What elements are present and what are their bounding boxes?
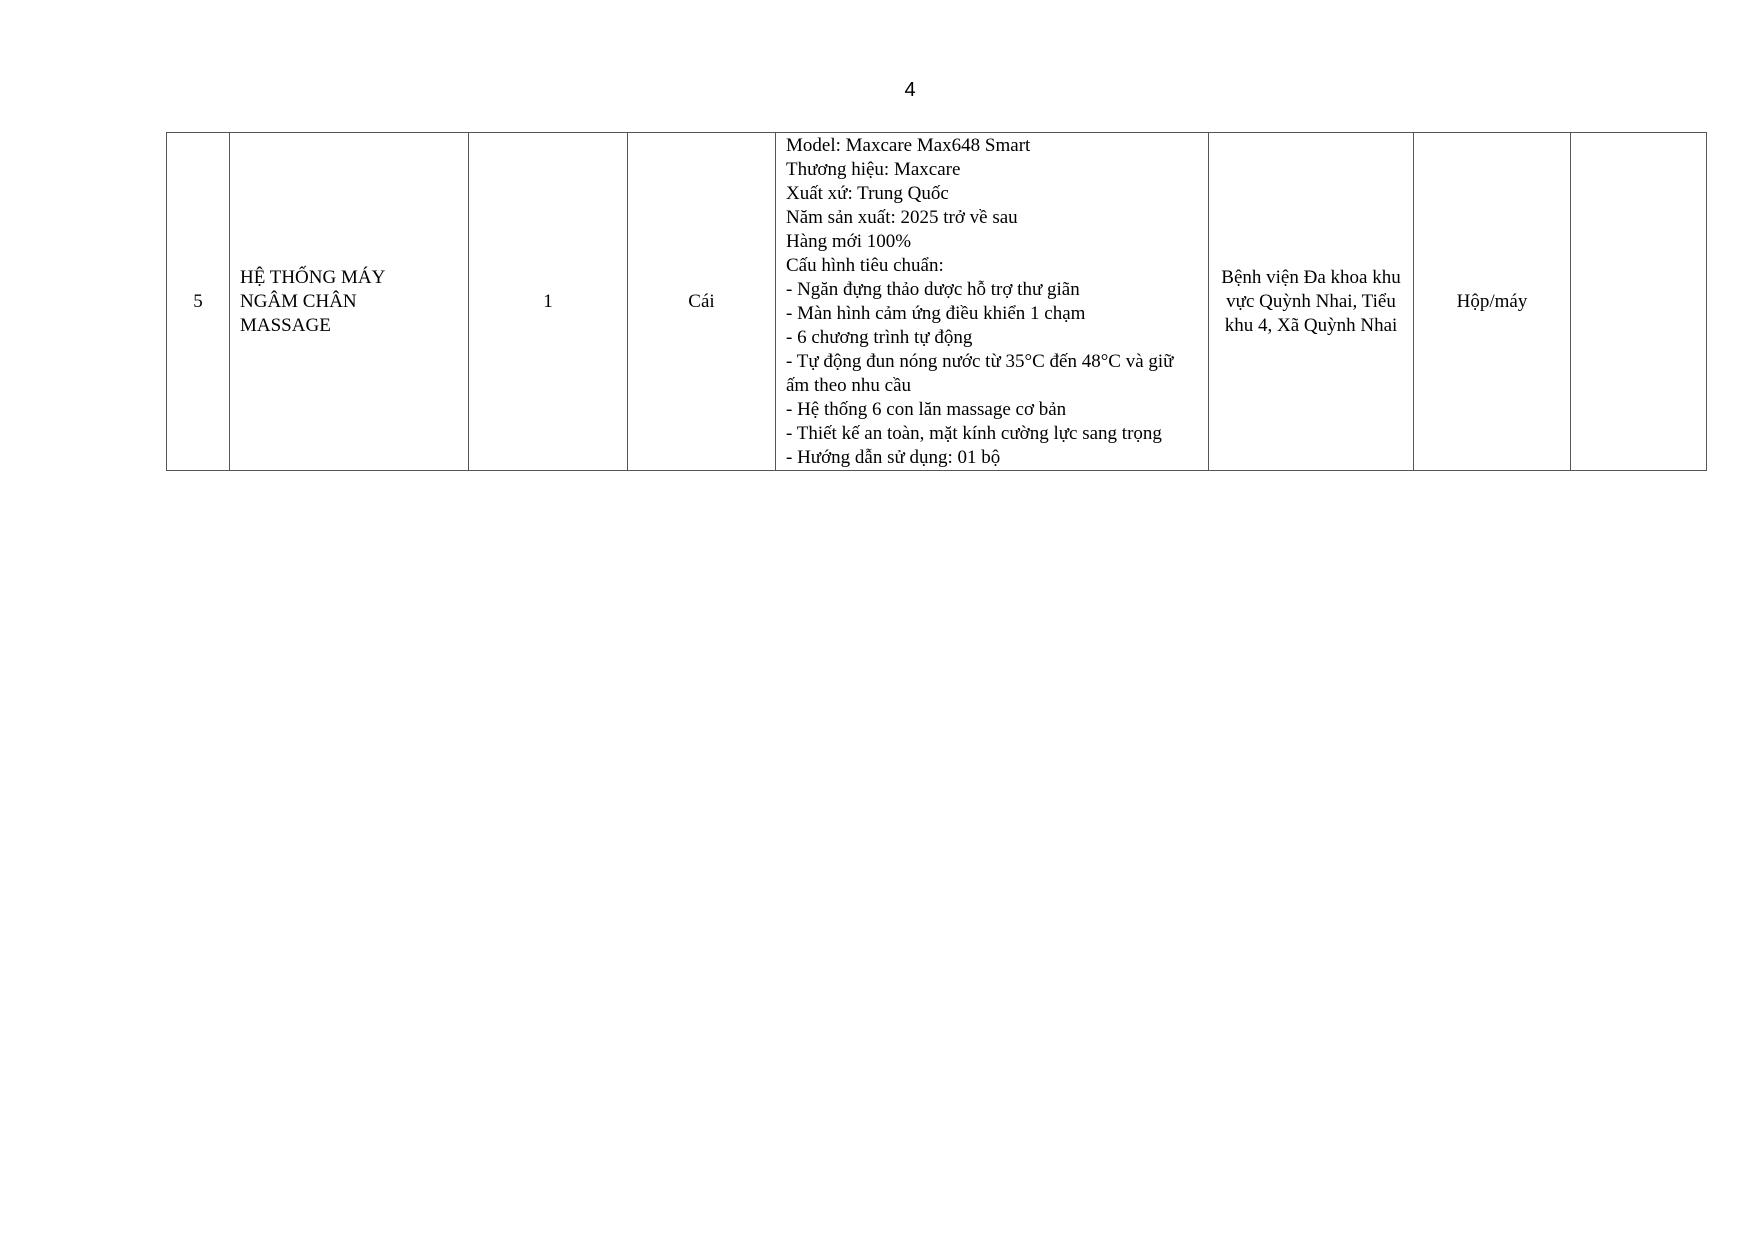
- spec-line: Xuất xứ: Trung Quốc: [786, 183, 949, 204]
- spec-line: Cấu hình tiêu chuẩn:: [786, 255, 944, 276]
- equipment-table: [166, 132, 1707, 471]
- item-name-line: NGÂM CHÂN: [240, 290, 357, 312]
- row-note: [1571, 133, 1707, 471]
- row-delivery-location: Bệnh viện Đa khoa khu vực Quỳnh Nhai, Tiểu khu 4, Xã Quỳnh Nhai: [1209, 133, 1414, 471]
- spec-line: Hàng mới 100%: [786, 231, 912, 252]
- spec-line: - Ngăn đựng thảo dược hỗ trợ thư giãn: [786, 279, 1080, 300]
- spec-line: Model: Maxcare Max648 Smart: [786, 135, 1031, 156]
- spec-line: Thương hiệu: Maxcare: [786, 159, 961, 180]
- spec-line: Năm sản xuất: 2025 trở về sau: [786, 207, 1018, 228]
- spec-line: - Thiết kế an toàn, mặt kính cường lực sang trọng: [786, 423, 1162, 444]
- spec-line: - 6 chương trình tự động: [786, 327, 973, 348]
- spec-line: - Màn hình cảm ứng điều khiển 1 chạm: [786, 303, 1086, 324]
- item-name-line: MASSAGE: [240, 314, 331, 336]
- table-row: [167, 133, 1707, 471]
- spec-line: - Tự động đun nóng nước từ 35°C đến 48°C và giữ ấm theo nhu cầu: [786, 351, 1174, 396]
- page-number: 4: [904, 79, 916, 101]
- spec-line: - Hướng dẫn sử dụng: 01 bộ: [786, 447, 1001, 468]
- row-quantity: 1: [469, 133, 628, 471]
- row-item-name: [230, 133, 469, 471]
- row-stt: 5: [167, 133, 230, 471]
- row-packaging: Hộp/máy: [1414, 133, 1571, 471]
- row-unit: Cái: [628, 133, 776, 471]
- spec-line: - Hệ thống 6 con lăn massage cơ bản: [786, 399, 1067, 420]
- row-specifications: [776, 133, 1209, 471]
- item-name-line: HỆ THỐNG MÁY: [240, 266, 386, 288]
